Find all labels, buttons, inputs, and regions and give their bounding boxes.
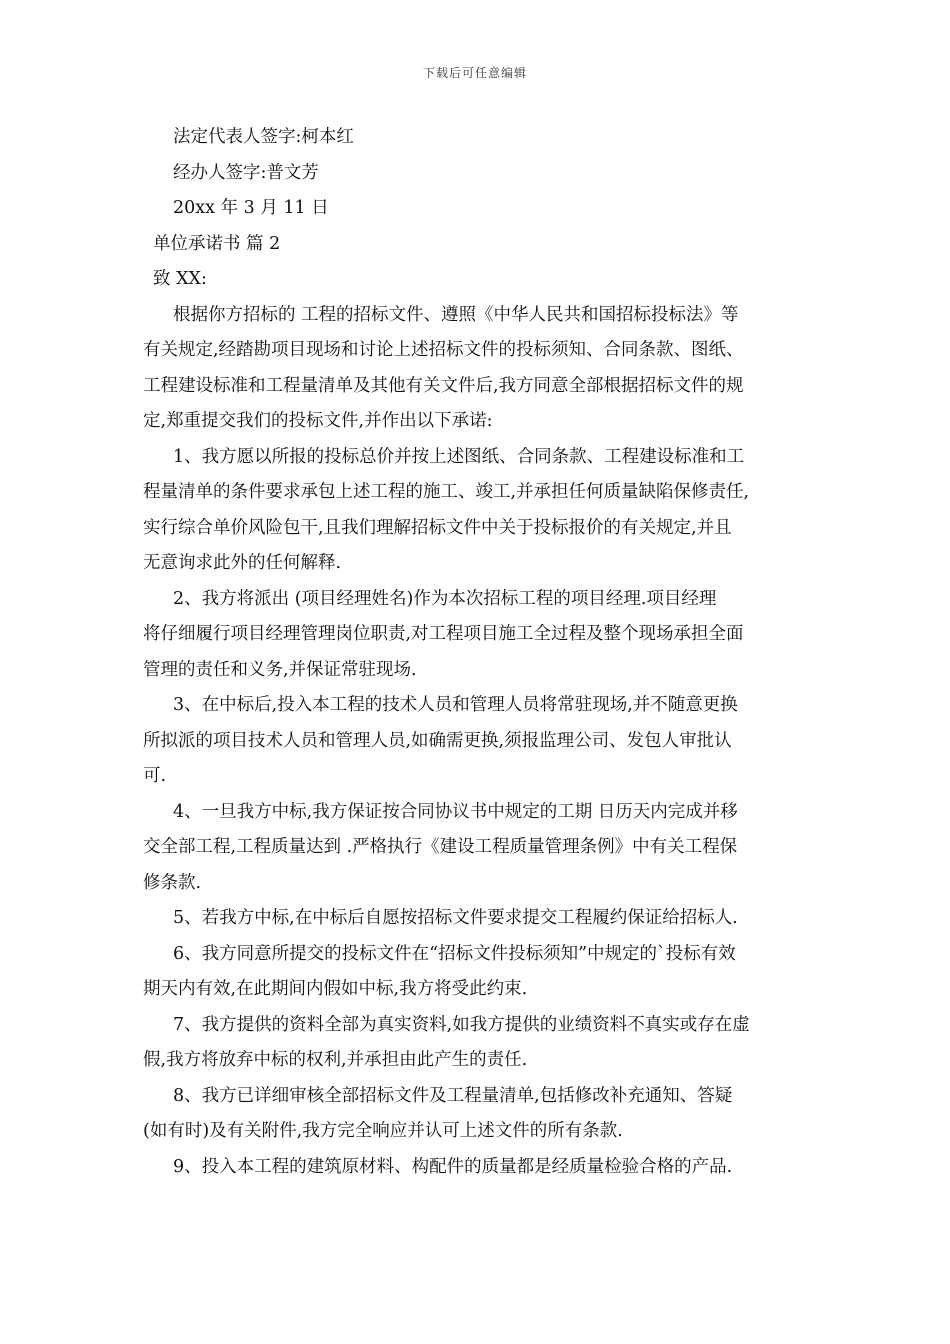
item-line: 9、投入本工程的建筑原材料、构配件的质量都是经质量检验合格的产品. bbox=[173, 1156, 733, 1177]
item-line: 8、我方已详细审核全部招标文件及工程量清单,包括修改补充通知、答疑 bbox=[173, 1085, 733, 1106]
legal-rep-signature: 法定代表人签字:柯本红 bbox=[173, 127, 354, 147]
item-line: 实行综合单价风险包干,且我们理解招标文件中关于投标报价的有关规定,并且 bbox=[143, 517, 732, 538]
agent-signature: 经办人签字:普文芳 bbox=[173, 162, 319, 183]
commitment-item-9 bbox=[143, 1150, 811, 1186]
item-line: 修条款. bbox=[143, 872, 202, 893]
item-line: 将仔细履行项目经理管理岗位职责,对工程项目施工全过程及整个现场承担全面 bbox=[143, 624, 744, 644]
item-line: 交全部工程,工程质量达到 .严格执行《建设工程质量管理条例》中有关工程保 bbox=[143, 837, 738, 857]
commitment-item-7 bbox=[143, 1008, 811, 1079]
addressee: 致 XX: bbox=[153, 269, 207, 289]
item-line: 3、在中标后,投入本工程的技术人员和管理人员将常驻现场,并不随意更换 bbox=[173, 695, 738, 715]
item-line: 可. bbox=[143, 766, 167, 786]
item-line: 2、我方将派出 (项目经理姓名)作为本次招标工程的项目经理.项目经理 bbox=[173, 588, 717, 609]
signature-date: 20xx 年 3 月 11 日 bbox=[173, 198, 329, 218]
item-line: 1、我方愿以所报的投标总价并按上述图纸、合同条款、工程建设标准和工 bbox=[173, 446, 745, 467]
header-note: 下载后可任意编辑 bbox=[422, 66, 527, 80]
section-title: 单位承诺书 篇 2 bbox=[153, 233, 281, 254]
commitment-item-4 bbox=[143, 795, 811, 902]
item-line: 所拟派的项目技术人员和管理人员,如确需更换,须报监理公司、发包人审批认 bbox=[143, 730, 732, 751]
intro-line: 工程建设标准和工程量清单及其他有关文件后,我方同意全部根据招标文件的规 bbox=[143, 375, 744, 396]
item-line: 期天内有效,在此期间内假如中标,我方将受此约束. bbox=[143, 979, 528, 999]
commitment-item-3 bbox=[143, 688, 811, 795]
item-line: 假,我方将放弃中标的权利,并承担由此产生的责任. bbox=[143, 1050, 528, 1070]
item-line: 4、一旦我方中标,我方保证按合同协议书中规定的工期 日历天内完成并移 bbox=[173, 801, 738, 822]
item-line: 程量清单的条件要求承包上述工程的施工、竣工,并承担任何质量缺陷保修责任, bbox=[143, 482, 750, 502]
commitment-item-2 bbox=[143, 582, 811, 689]
commitment-item-8 bbox=[143, 1079, 811, 1150]
commitment-item-5 bbox=[143, 901, 811, 937]
item-line: (如有时)及有关附件,我方完全响应并认可上述文件的所有条款. bbox=[143, 1121, 623, 1141]
item-line: 管理的责任和义务,并保证常驻现场. bbox=[143, 659, 417, 680]
commitment-item-6 bbox=[143, 937, 811, 1008]
item-line: 7、我方提供的资料全部为真实资料,如我方提供的业绩资料不真实或存在虚 bbox=[173, 1014, 750, 1035]
intro-line: 有关规定,经踏勘项目现场和讨论上述招标文件的投标须知、合同条款、图纸、 bbox=[143, 340, 744, 360]
item-line: 5、若我方中标,在中标后自愿按招标文件要求提交工程履约保证给招标人. bbox=[173, 908, 738, 928]
document-body bbox=[143, 120, 811, 1185]
item-line: 无意询求此外的任何解释. bbox=[143, 553, 342, 573]
item-line: 6、我方同意所提交的投标文件在“招标文件投标须知”中规定的`投标有效 bbox=[173, 943, 736, 964]
intro-paragraph bbox=[143, 298, 811, 440]
intro-line: 定,郑重提交我们的投标文件,并作出以下承诺: bbox=[143, 411, 493, 431]
commitment-item-1 bbox=[143, 440, 811, 582]
intro-line: 根据你方招标的 工程的招标文件、遵照《中华人民共和国招标投标法》等 bbox=[173, 304, 739, 325]
